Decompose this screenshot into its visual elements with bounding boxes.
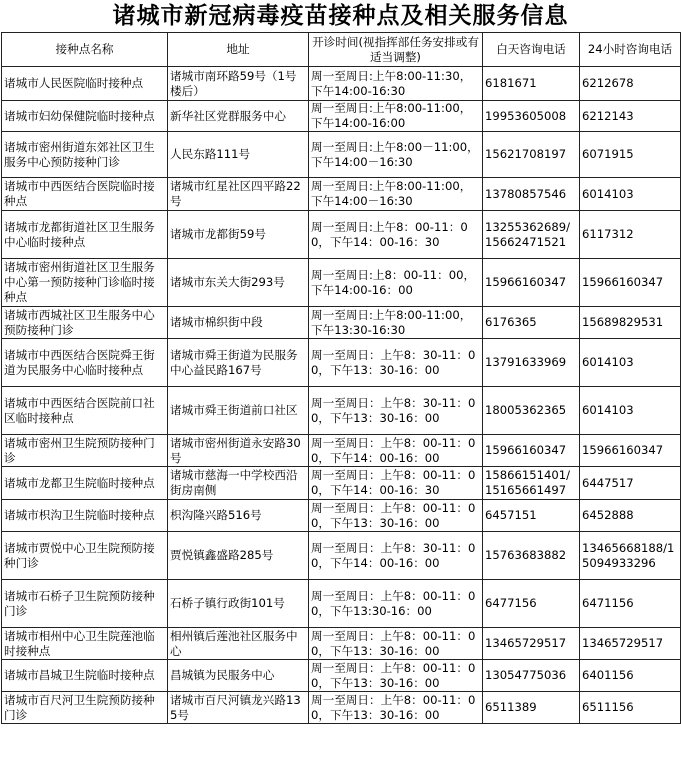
cell-address: 诸城市龙都街59号 [168, 211, 309, 259]
cell-day-phone: 15966160347 [483, 435, 580, 467]
cell-hours: 周一至周日：上午8：00-11：00，下午13：30-16：00 [309, 500, 483, 532]
page-title: 诸城市新冠病毒疫苗接种点及相关服务信息 [112, 3, 569, 29]
cell-24h-phone: 6401156 [580, 660, 681, 692]
cell-24h-phone: 15966160347 [580, 259, 681, 307]
cell-address: 昌城镇为民服务中心 [168, 660, 309, 692]
cell-site-name: 诸城市西城社区卫生服务中心预防接种门诊 [2, 307, 168, 339]
cell-24h-phone: 6212143 [580, 101, 681, 132]
cell-day-phone: 13465729517 [483, 628, 580, 660]
cell-day-phone: 13054775036 [483, 660, 580, 692]
cell-24h-phone: 6117312 [580, 211, 681, 259]
header-24h-phone: 24小时咨询电话 [580, 33, 681, 67]
cell-24h-phone: 6071915 [580, 132, 681, 178]
cell-address: 诸城市密州街道永安路30号 [168, 435, 309, 467]
cell-hours: 周一至周日:上午8:00-11:00，下午14:00－16:30 [309, 178, 483, 211]
cell-24h-phone: 13465729517 [580, 628, 681, 660]
table-row [2, 211, 681, 259]
cell-address: 诸城市慈海一中学校西沿街房南侧 [168, 467, 309, 500]
cell-address: 诸城市东关大街293号 [168, 259, 309, 307]
table-row [2, 580, 681, 628]
cell-address: 人民东路111号 [168, 132, 309, 178]
cell-site-name: 诸城市相州中心卫生院莲池临时接种点 [2, 628, 168, 660]
cell-day-phone: 13255362689/15662471521 [483, 211, 580, 259]
table-row [2, 67, 681, 101]
header-hours: 开诊时间(视指挥部任务安排或有适当调整) [309, 33, 483, 67]
cell-hours: 周一至周日：上午8：30-11：00，下午13：30-16：00 [309, 339, 483, 387]
cell-address: 贾悦镇鑫盛路285号 [168, 532, 309, 580]
cell-site-name: 诸城市中西医结合医院临时接种点 [2, 178, 168, 211]
cell-hours: 周一至周日：上午8：00-11：00，下午13:30-16：00 [309, 580, 483, 628]
cell-hours: 周一至周日:上午8:00-11:30，下午14:00-16:30 [309, 67, 483, 101]
cell-address: 诸城市舜王街道为民服务中心益民路167号 [168, 339, 309, 387]
cell-hours: 周一至周日：上午8：30-11：00，下午13：30-16：00 [309, 387, 483, 435]
cell-hours: 周一至周日：上午8：00-11：00，下午14：00-16：00 [309, 435, 483, 467]
cell-hours: 周一至周日:上午8:00－11:00，下午14:00－16:30 [309, 132, 483, 178]
cell-24h-phone: 6014103 [580, 387, 681, 435]
cell-day-phone: 13780857546 [483, 178, 580, 211]
table-row [2, 500, 681, 532]
table-row [2, 628, 681, 660]
table-row [2, 467, 681, 500]
cell-address: 相州镇后莲池社区服务中心 [168, 628, 309, 660]
cell-address: 新华社区党群服务中心 [168, 101, 309, 132]
cell-address: 诸城市红星社区四平路22号 [168, 178, 309, 211]
table-row [2, 101, 681, 132]
cell-hours: 周一至周日:上8：00-11：00，下午14:00-16：00 [309, 259, 483, 307]
cell-site-name: 诸城市龙都卫生院临时接种点 [2, 467, 168, 500]
table-body [2, 67, 681, 724]
cell-hours: 周一至周日:上午8:00-11:00，下午14:00-16:00 [309, 101, 483, 132]
cell-site-name: 诸城市石桥子卫生院预防接种门诊 [2, 580, 168, 628]
cell-day-phone: 6176365 [483, 307, 580, 339]
cell-site-name: 诸城市密州街道社区卫生服务中心第一预防接种门诊临时接种点 [2, 259, 168, 307]
table-header-row [2, 33, 681, 67]
table-row [2, 660, 681, 692]
cell-hours: 周一至周日:上午8：00-11：00，下午14：00-16：30 [309, 211, 483, 259]
cell-hours: 周一至周日：上午8：00-11：00，下午13：30-16：00 [309, 660, 483, 692]
cell-24h-phone: 15966160347 [580, 435, 681, 467]
cell-day-phone: 18005362365 [483, 387, 580, 435]
cell-day-phone: 6511389 [483, 692, 580, 724]
cell-address: 枳沟隆兴路516号 [168, 500, 309, 532]
cell-hours: 周一至周日：上午8：00-11：00，下午14：00-16：30 [309, 467, 483, 500]
cell-site-name: 诸城市中西医结合医院舜王街道为民服务中心临时接种点 [2, 339, 168, 387]
cell-24h-phone: 6511156 [580, 692, 681, 724]
table-row [2, 532, 681, 580]
cell-site-name: 诸城市妇幼保健院临时接种点 [2, 101, 168, 132]
table-row [2, 178, 681, 211]
cell-address: 石桥子镇行政街101号 [168, 580, 309, 628]
table-row [2, 692, 681, 724]
cell-address: 诸城市百尺河镇龙兴路135号 [168, 692, 309, 724]
header-day-phone: 白天咨询电话 [483, 33, 580, 67]
cell-site-name: 诸城市昌城卫生院临时接种点 [2, 660, 168, 692]
cell-hours: 周一至周日：上午8：00-11：00，下午13：30-16：00 [309, 628, 483, 660]
cell-hours: 周一至周日：上午8：30-11：00，下午14：00-16：00 [309, 532, 483, 580]
cell-site-name: 诸城市百尺河卫生院预防接种门诊 [2, 692, 168, 724]
table-row [2, 339, 681, 387]
cell-site-name: 诸城市龙都街道社区卫生服务中心临时接种点 [2, 211, 168, 259]
cell-24h-phone: 6212678 [580, 67, 681, 101]
cell-site-name: 诸城市枳沟卫生院临时接种点 [2, 500, 168, 532]
cell-24h-phone: 13465668188/15094933296 [580, 532, 681, 580]
cell-hours: 周一至周日:上午8:00-11:00，下午13:30-16:30 [309, 307, 483, 339]
cell-24h-phone: 6471156 [580, 580, 681, 628]
cell-24h-phone: 6014103 [580, 178, 681, 211]
table-row [2, 307, 681, 339]
cell-24h-phone: 6014103 [580, 339, 681, 387]
cell-24h-phone: 6447517 [580, 467, 681, 500]
cell-day-phone: 15763683882 [483, 532, 580, 580]
cell-day-phone: 6457151 [483, 500, 580, 532]
cell-site-name: 诸城市人民医院临时接种点 [2, 67, 168, 101]
cell-day-phone: 6477156 [483, 580, 580, 628]
cell-address: 诸城市舜王街道前口社区 [168, 387, 309, 435]
cell-site-name: 诸城市贾悦中心卫生院预防接种门诊 [2, 532, 168, 580]
cell-day-phone: 15621708197 [483, 132, 580, 178]
cell-day-phone: 15966160347 [483, 259, 580, 307]
cell-address: 诸城市南环路59号（1号楼后） [168, 67, 309, 101]
cell-day-phone: 15866151401/15165661497 [483, 467, 580, 500]
cell-site-name: 诸城市密州街道东郊社区卫生服务中心预防接种门诊 [2, 132, 168, 178]
header-site-name: 接种点名称 [2, 33, 168, 67]
cell-day-phone: 6181671 [483, 67, 580, 101]
table-row [2, 387, 681, 435]
cell-address: 诸城市棉织街中段 [168, 307, 309, 339]
cell-day-phone: 13791633969 [483, 339, 580, 387]
table-row [2, 132, 681, 178]
header-address: 地址 [168, 33, 309, 67]
cell-day-phone: 19953605008 [483, 101, 580, 132]
table-row [2, 259, 681, 307]
cell-24h-phone: 15689829531 [580, 307, 681, 339]
cell-hours: 周一至周日：上午8：00-11：00，下午13：30-16：00 [309, 692, 483, 724]
table-row [2, 435, 681, 467]
cell-site-name: 诸城市密州卫生院预防接种门诊 [2, 435, 168, 467]
vaccination-sites-table [1, 32, 681, 724]
cell-24h-phone: 6452888 [580, 500, 681, 532]
cell-site-name: 诸城市中西医结合医院前口社区临时接种点 [2, 387, 168, 435]
